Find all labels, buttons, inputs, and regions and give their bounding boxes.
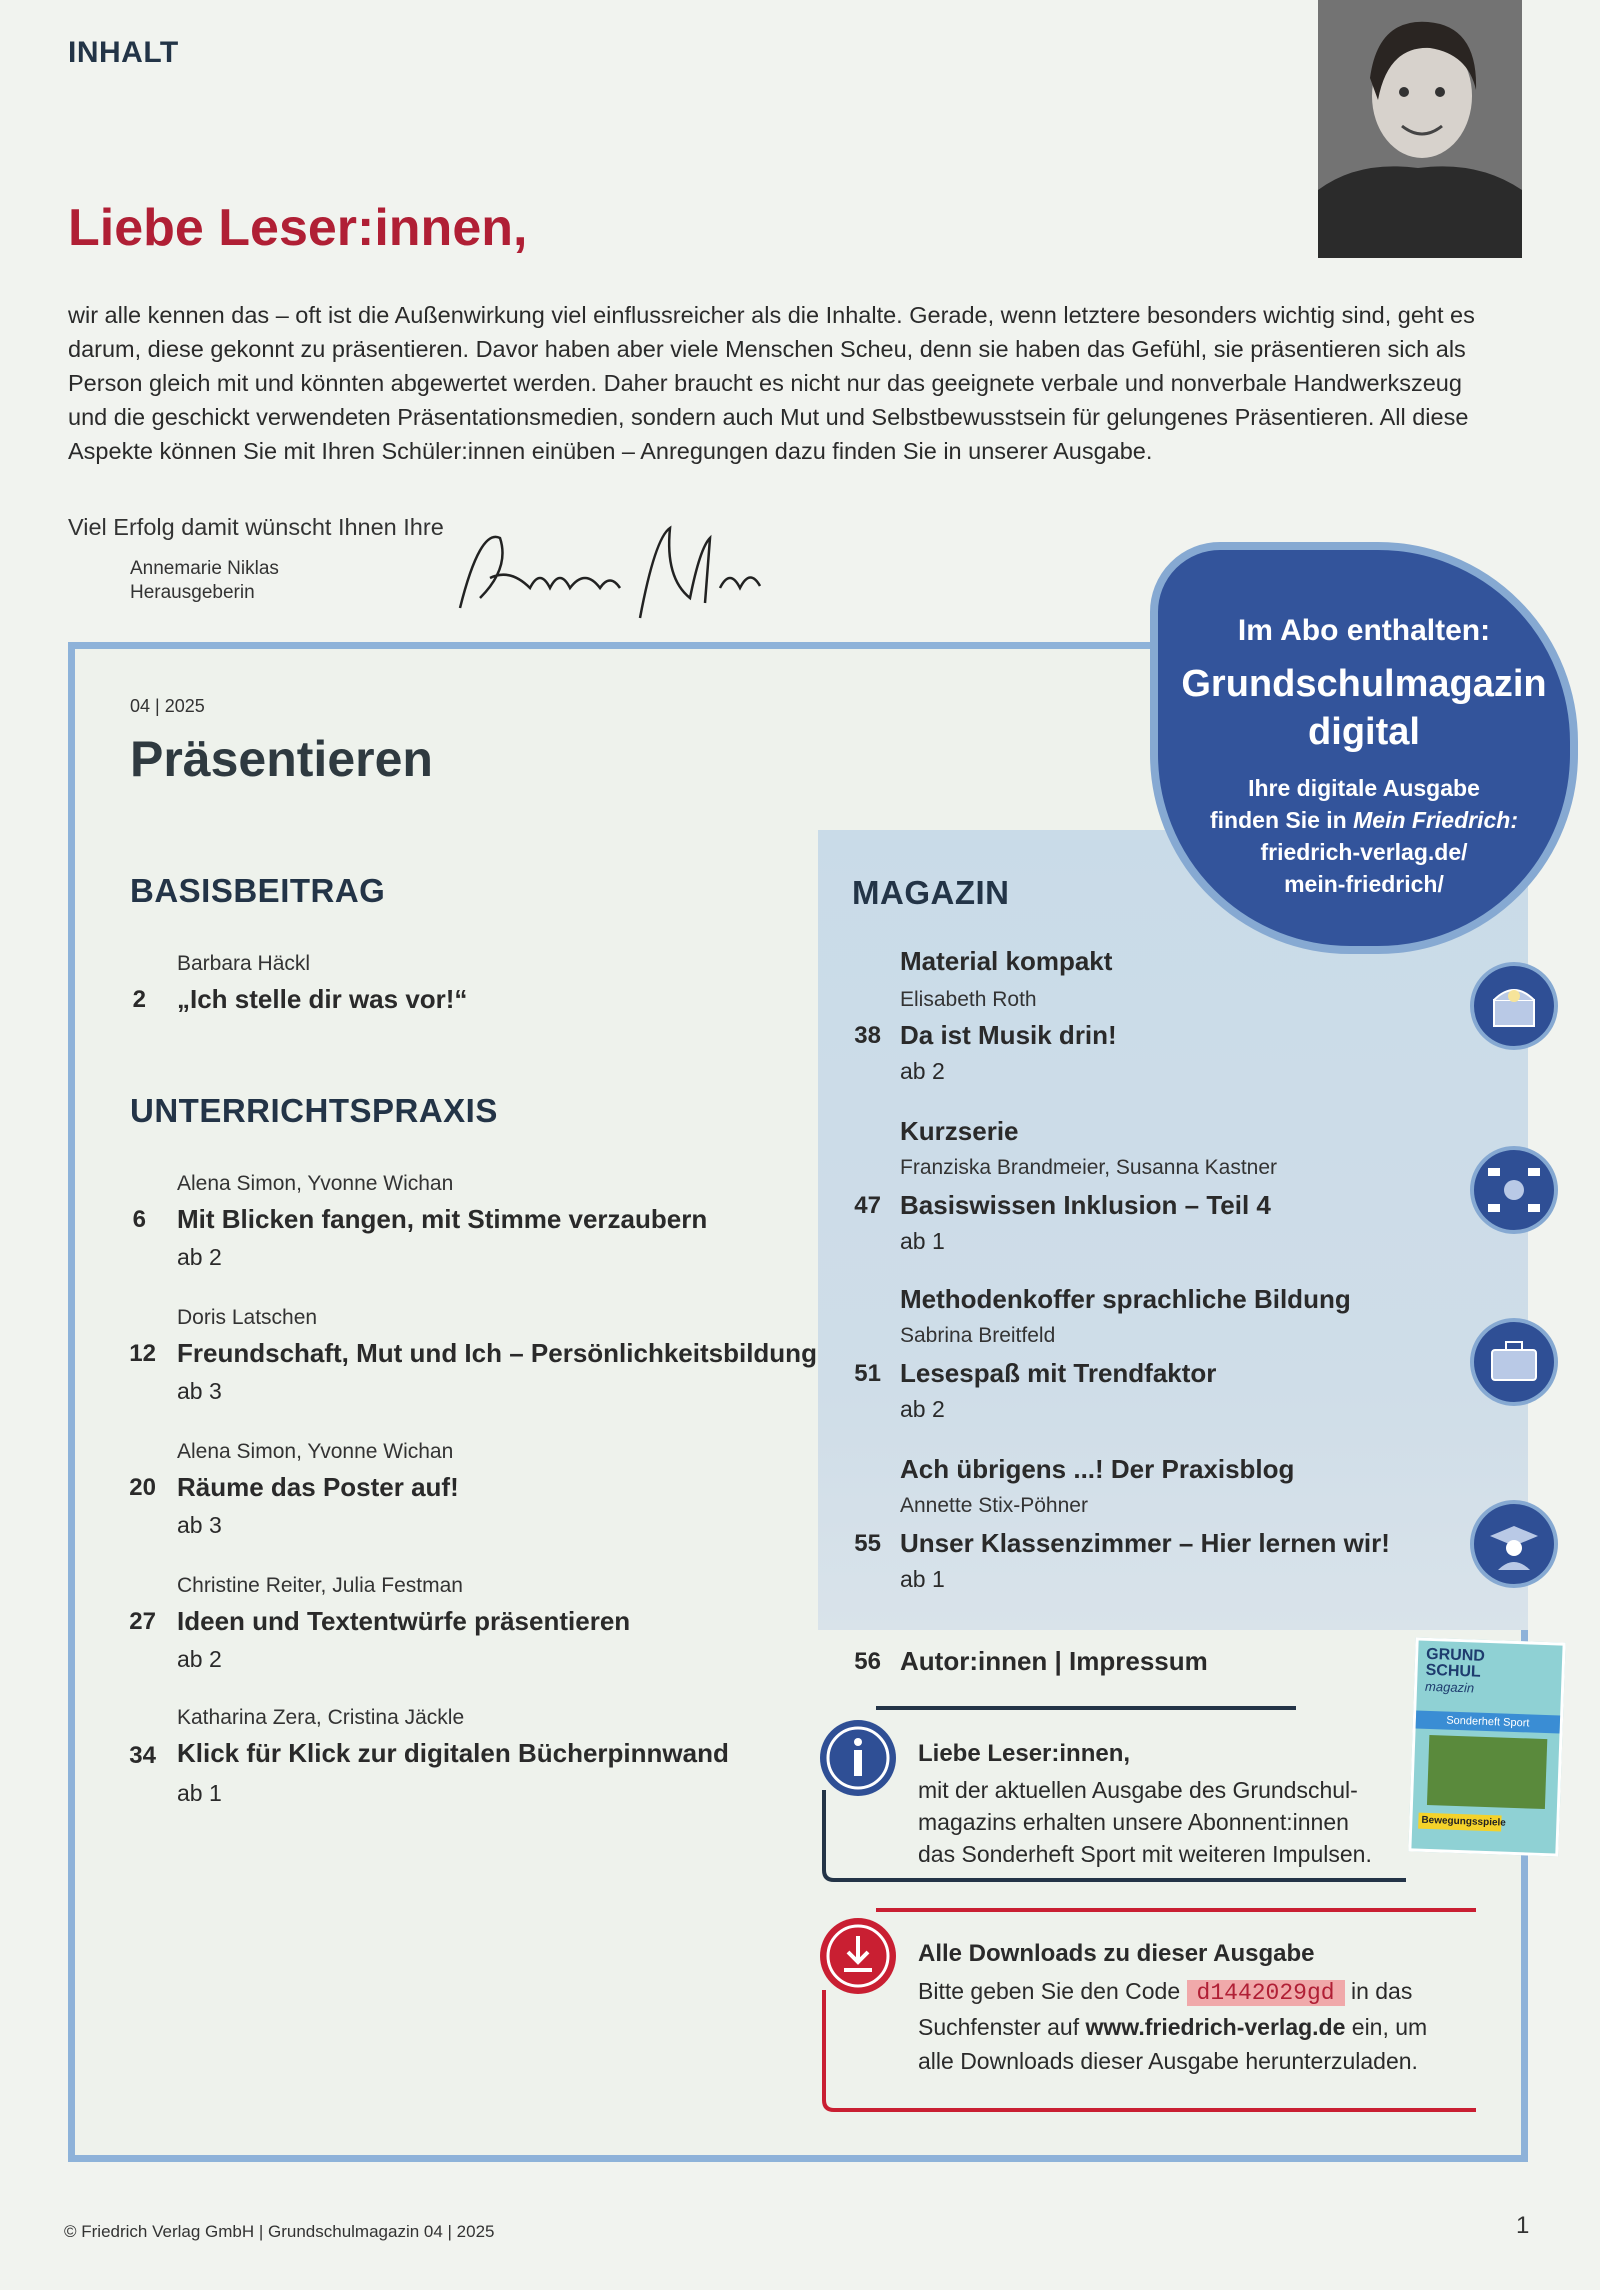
entry-author: Franziska Brandmeier, Susanna Kastner xyxy=(900,1156,1278,1179)
info-text-line: mit der aktuellen Ausgabe des Grundschul- xyxy=(918,1777,1358,1803)
signer-role: Herausgeberin xyxy=(130,582,255,603)
downloads-line xyxy=(918,1974,1478,2010)
download-icon xyxy=(820,1918,896,1994)
abo-link[interactable]: mein-friedrich/ xyxy=(1284,871,1444,897)
downloads-text-part: Bitte geben Sie den Code xyxy=(918,1978,1181,2004)
abo-link[interactable]: friedrich-verlag.de/ xyxy=(1260,839,1468,865)
issue-title: Präsentieren xyxy=(130,731,433,787)
downloads-line xyxy=(918,2010,1478,2044)
unterrichtspraxis-heading: UNTERRICHTSPRAXIS xyxy=(130,1092,498,1129)
suitcase-icon xyxy=(1470,1318,1558,1406)
entry-grade: ab 1 xyxy=(900,1228,945,1254)
downloads-text xyxy=(918,1974,1478,2078)
footer-page-number: 1 xyxy=(1516,2212,1530,2239)
teacher-icon xyxy=(1470,1500,1558,1588)
cover-brand: SCHUL xyxy=(1425,1661,1482,1681)
info-icon xyxy=(820,1720,896,1796)
cover-banner: Sonderheft Sport xyxy=(1416,1711,1561,1734)
entry-author: Elisabeth Roth xyxy=(900,988,1037,1011)
downloads-text-part: ein, um xyxy=(1351,2014,1428,2040)
entry-author: Christine Reiter, Julia Festman xyxy=(177,1574,463,1597)
entry-grade: ab 3 xyxy=(177,1512,222,1538)
cover-brand: GRUND xyxy=(1425,1645,1486,1665)
entry-title[interactable]: Ideen und Textentwürfe präsentieren xyxy=(177,1606,631,1636)
magazin-rubric: Kurzserie xyxy=(900,1116,1019,1146)
entry-title[interactable]: Lesespaß mit Trendfaktor xyxy=(900,1358,1217,1388)
info-text-line: das Sonderheft Sport mit weiteren Impulsen. xyxy=(918,1841,1372,1867)
abo-text-line: Ihre digitale Ausgabe xyxy=(1248,775,1480,801)
entry-page: 38 xyxy=(854,1022,881,1049)
entry-page: 12 xyxy=(129,1340,156,1367)
download-code[interactable]: d1442029gd xyxy=(1187,1980,1345,2006)
cover-subtitle: Bewegungsspiele xyxy=(1418,1813,1502,1832)
abo-text-part: finden Sie in xyxy=(1210,807,1347,833)
footer-copyright: © Friedrich Verlag GmbH | Grundschulmagazin 04 | 2025 xyxy=(64,2222,495,2241)
entry-author: Alena Simon, Yvonne Wichan xyxy=(177,1172,454,1195)
entry-grade: ab 2 xyxy=(177,1244,222,1270)
entry-author: Annette Stix-Pöhner xyxy=(900,1494,1088,1517)
entry-page: 34 xyxy=(129,1742,156,1769)
abo-text-italic: Mein Friedrich: xyxy=(1353,807,1518,833)
entry-title[interactable]: „Ich stelle dir was vor!“ xyxy=(177,984,468,1014)
entry-grade: ab 2 xyxy=(900,1058,945,1084)
downloads-text-part: in das xyxy=(1350,1978,1413,2004)
section-label: INHALT xyxy=(68,36,179,69)
entry-page: 27 xyxy=(129,1608,156,1635)
entry-author: Barbara Häckl xyxy=(177,952,311,975)
entry-page: 2 xyxy=(132,986,146,1013)
entry-page: 56 xyxy=(854,1648,881,1675)
abo-text xyxy=(1150,772,1578,900)
treasure-chest-icon xyxy=(1470,962,1558,1050)
magazin-heading: MAGAZIN xyxy=(852,874,1010,911)
entry-title[interactable]: Unser Klassenzimmer – Hier lernen wir! xyxy=(900,1528,1390,1558)
entry-page: 51 xyxy=(854,1360,881,1387)
entry-grade: ab 3 xyxy=(177,1378,222,1404)
entry-title[interactable]: Räume das Poster auf! xyxy=(177,1472,459,1502)
info-text-line: magazins erhalten unsere Abonnent:innen xyxy=(918,1809,1349,1835)
editor-photo xyxy=(1318,0,1522,258)
sonderheft-cover xyxy=(1408,1637,1565,1856)
closing-line: Viel Erfolg damit wünscht Ihnen Ihre xyxy=(68,514,444,540)
downloads-title: Alle Downloads zu dieser Ausgabe xyxy=(918,1940,1315,1967)
greeting-heading: Liebe Leser:innen, xyxy=(68,199,528,257)
impressum-link[interactable]: Autor:innen | Impressum xyxy=(900,1646,1208,1676)
entry-title[interactable]: Freundschaft, Mut und Ich – Persönlichkeitsbildung xyxy=(177,1338,817,1368)
classroom-tables-icon xyxy=(1470,1146,1558,1234)
intro-paragraph: wir alle kennen das – oft ist die Außenwirkung viel einflussreicher als die Inhalte. Gerade, wenn letztere besonders wichtig sind, geht es darum, diese gekonnt zu präsentieren. Davor haben aber viele Menschen Scheu, denn sie haben das Gefühl, sie präsentieren sich als Person gleich mit und könnten abgewertet werden. Daher braucht es nicht nur das geeignete verbale und nonverbale Handwerkszeug und die geschickt verwendeten Präsentationsmedien, sondern auch Mut und Selbstbewusstsein für gelungenes Präsentieren. All diese Aspekte können Sie mit Ihren Schüler:innen einüben – Anregungen dazu finden Sie in unserer Ausgabe. xyxy=(68,302,1475,464)
basisbeitrag-heading: BASISBEITRAG xyxy=(130,872,386,909)
entry-title[interactable]: Klick für Klick zur digitalen Bücherpinnwand xyxy=(177,1738,729,1768)
entry-title[interactable]: Da ist Musik drin! xyxy=(900,1020,1117,1050)
entry-author: Doris Latschen xyxy=(177,1306,318,1329)
entry-page: 47 xyxy=(854,1192,881,1219)
downloads-line: alle Downloads dieser Ausgabe herunterzuladen. xyxy=(918,2048,1418,2074)
entry-author: Sabrina Breitfeld xyxy=(900,1324,1056,1347)
magazin-rubric: Material kompakt xyxy=(900,946,1113,976)
entry-page: 6 xyxy=(132,1206,146,1233)
entry-page: 20 xyxy=(129,1474,156,1501)
entry-title[interactable]: Mit Blicken fangen, mit Stimme verzaubern xyxy=(177,1204,708,1234)
issue-date: 04 | 2025 xyxy=(130,696,205,716)
entry-grade: ab 1 xyxy=(177,1780,222,1806)
entry-grade: ab 1 xyxy=(900,1566,945,1592)
entry-author: Alena Simon, Yvonne Wichan xyxy=(177,1440,454,1463)
magazin-rubric: Ach übrigens ...! Der Praxisblog xyxy=(900,1454,1295,1484)
abo-product-type: digital xyxy=(1308,711,1420,753)
cover-brand: magazin xyxy=(1424,1678,1475,1696)
info-title: Liebe Leser:innen, xyxy=(918,1740,1131,1767)
signature xyxy=(440,508,780,628)
abo-product xyxy=(1150,660,1578,756)
abo-heading: Im Abo enthalten: xyxy=(1237,614,1491,647)
info-text xyxy=(918,1774,1418,1870)
downloads-url-link[interactable]: www.friedrich-verlag.de xyxy=(1085,2014,1346,2040)
downloads-text-part: Suchfenster auf xyxy=(918,2014,1080,2040)
entry-grade: ab 2 xyxy=(900,1396,945,1422)
entry-author: Katharina Zera, Cristina Jäckle xyxy=(177,1706,465,1729)
entry-grade: ab 2 xyxy=(177,1646,222,1672)
entry-title[interactable]: Basiswissen Inklusion – Teil 4 xyxy=(900,1190,1271,1220)
abo-product-name: Grundschulmagazin xyxy=(1181,663,1547,705)
entry-page: 55 xyxy=(854,1530,881,1557)
magazin-rubric: Methodenkoffer sprachliche Bildung xyxy=(900,1284,1351,1314)
signer-name: Annemarie Niklas xyxy=(130,558,279,579)
abo-text-line xyxy=(1150,804,1578,836)
